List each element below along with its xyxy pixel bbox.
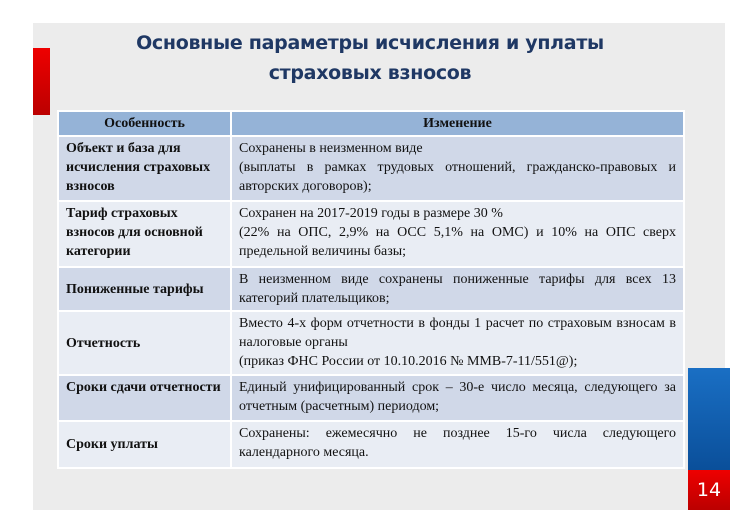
blue-accent-bar bbox=[688, 368, 730, 470]
change-line: Сохранены в неизменном виде bbox=[239, 141, 423, 156]
change-cell bbox=[231, 311, 684, 375]
table-row bbox=[58, 136, 684, 201]
change-line: Сохранен на 2017-2019 годы в размере 30 % bbox=[239, 206, 503, 221]
change-cell: В неизменном виде сохранены пониженные тарифы для всех 13 категорий плательщиков; bbox=[231, 267, 684, 311]
red-accent-bar bbox=[33, 48, 50, 115]
change-cell bbox=[231, 201, 684, 267]
feature-cell: Пониженные тарифы bbox=[58, 267, 231, 311]
feature-cell: Отчетность bbox=[58, 311, 231, 375]
header-feature: Особенность bbox=[58, 111, 231, 136]
change-cell: Сохранены: ежемесячно не позднее 15-го числа следующего календарного месяца. bbox=[231, 421, 684, 468]
header-change: Изменение bbox=[231, 111, 684, 136]
slide-title bbox=[60, 28, 680, 88]
table-row bbox=[58, 201, 684, 267]
title-line-2: страховых взносов bbox=[268, 62, 472, 84]
change-line: (выплаты в рамках трудовых отношений, гражданско-правовых и авторских договоров); bbox=[239, 160, 676, 194]
feature-cell: Сроки сдачи отчетности bbox=[58, 375, 231, 421]
feature-cell: Сроки уплаты bbox=[58, 421, 231, 468]
table-header bbox=[58, 111, 684, 136]
table-row bbox=[58, 311, 684, 375]
feature-cell: Объект и база для исчисления страховых взносов bbox=[58, 136, 231, 201]
change-line: (приказ ФНС России от 10.10.2016 № ММВ-7-11/551@); bbox=[239, 354, 578, 369]
change-cell: Единый унифицированный срок – 30-е число месяца, следующего за отчетным (расчетным) периодом; bbox=[231, 375, 684, 421]
feature-cell: Тариф страховых взносов для основной категории bbox=[58, 201, 231, 267]
change-cell bbox=[231, 136, 684, 201]
change-line: (22% на ОПС, 2,9% на ОСС 5,1% на ОМС) и 10% на ОПС сверх предельной величины базы; bbox=[239, 225, 676, 259]
parameters-table bbox=[57, 110, 685, 469]
table-row bbox=[58, 421, 684, 468]
title-line-1: Основные параметры исчисления и уплаты bbox=[136, 32, 604, 54]
table-row bbox=[58, 375, 684, 421]
change-line: Вместо 4-х форм отчетности в фонды 1 расчет по страховым взносам в налоговые органы bbox=[239, 316, 676, 350]
page-number: 14 bbox=[688, 470, 730, 510]
table-row bbox=[58, 267, 684, 311]
